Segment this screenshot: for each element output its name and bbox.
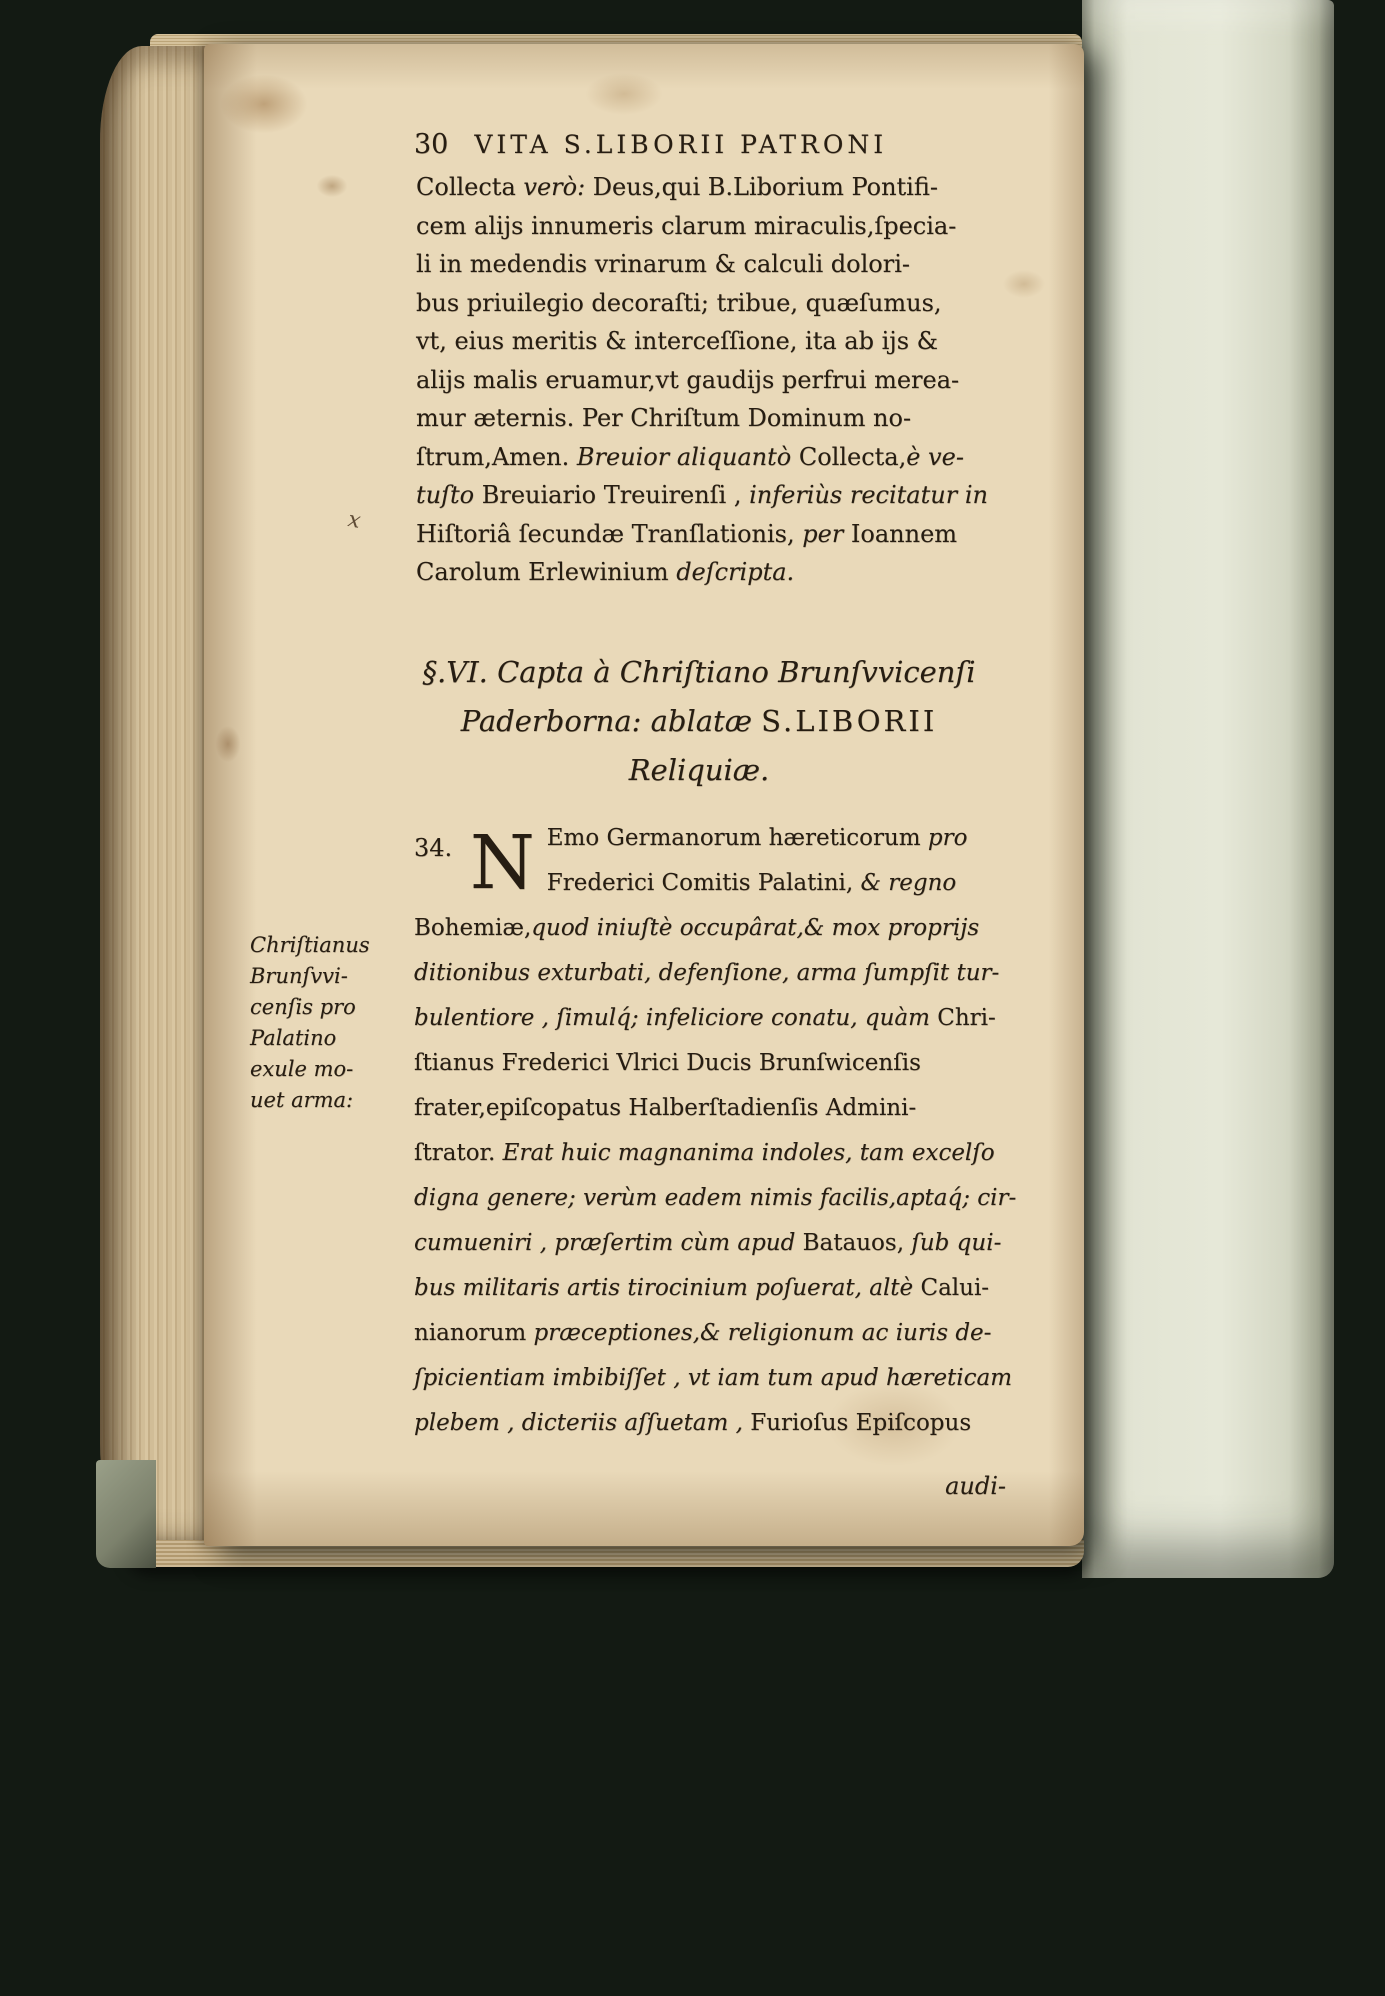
text-segment: Hiſtoriâ ſecundæ Tranſlationis, xyxy=(416,519,803,548)
text-line xyxy=(414,1401,1026,1446)
handwritten-x-mark: x xyxy=(345,507,363,534)
text-segment: §.VI. Capta à Chriſtiano Brunſvvicenſi xyxy=(422,655,976,689)
text-segment: Collecta xyxy=(416,173,524,201)
text-segment: digna genere; verùm eadem nimis facilis,aptaq́; cir- xyxy=(414,1185,1017,1211)
text-segment: cem alijs innumeris clarum miraculis,ſpecia- xyxy=(416,211,957,240)
book-page xyxy=(204,44,1084,1546)
book-cover-corner xyxy=(96,1460,156,1568)
text-segment: li in medendis vrinarum & calculi dolori- xyxy=(416,250,910,278)
text-line xyxy=(374,648,1024,697)
text-segment: alijs malis eruamur,vt gaudijs perfrui merea- xyxy=(416,365,960,394)
text-line xyxy=(416,553,1056,592)
text-segment: nianorum xyxy=(414,1320,534,1346)
text-segment: frater,epiſcopatus Halberſtadienſis Admini- xyxy=(414,1095,917,1121)
text-segment: pro xyxy=(927,825,968,851)
text-line xyxy=(374,746,1024,795)
text-segment: Bohemiæ, xyxy=(414,915,532,941)
text-segment: quod iniuſtè occupârat,& mox proprijs xyxy=(531,915,980,941)
text-segment: ſub qui- xyxy=(911,1230,1002,1256)
paragraph-number: 34. xyxy=(414,834,453,862)
text-segment: & regno xyxy=(860,870,957,896)
text-segment: ſtrator. xyxy=(414,1140,503,1166)
text-line xyxy=(250,961,412,992)
catchword: audi- xyxy=(945,1472,1006,1500)
text-line xyxy=(416,515,1056,554)
text-line xyxy=(416,399,1056,438)
text-segment: Palatino xyxy=(250,1026,337,1050)
text-line xyxy=(374,697,1024,746)
text-segment: Furioſus Epiſcopus xyxy=(750,1410,972,1436)
paragraph-34 xyxy=(414,816,1026,1446)
text-segment: cumueniri , præſertim cùm apud xyxy=(414,1230,803,1256)
facing-page-edge xyxy=(1082,0,1334,1578)
text-line xyxy=(250,930,412,961)
text-segment: deſcripta. xyxy=(676,558,795,586)
text-segment: cenſis pro xyxy=(250,995,356,1019)
text-segment: Brunſvvi- xyxy=(250,964,348,988)
text-segment: Carolum Erlewinium xyxy=(416,558,677,586)
text-line xyxy=(416,322,1056,361)
text-segment: ſpicientiam imbibiſſet , vt iam tum apud hæreticam xyxy=(414,1365,1013,1391)
margin-note xyxy=(250,930,412,1116)
paragraph-34-lines xyxy=(414,816,1026,1446)
text-line xyxy=(250,1054,412,1085)
text-segment: per xyxy=(802,519,851,548)
text-segment: Calui- xyxy=(920,1275,990,1301)
drop-cap-initial: N xyxy=(470,820,535,906)
text-segment: Chri- xyxy=(937,1005,996,1031)
text-line xyxy=(414,1266,1026,1311)
text-line xyxy=(416,284,1056,323)
text-segment: Frederici Comitis Palatini, xyxy=(546,870,861,896)
text-line xyxy=(416,476,1056,515)
text-segment: bus militaris artis tirocinium poſuerat, altè xyxy=(414,1275,921,1301)
text-line xyxy=(250,992,412,1023)
running-title: VITA S.LIBORII PATRONI xyxy=(474,130,888,159)
running-head xyxy=(414,129,1054,160)
text-segment: plebem , dicteriis aſſuetam , xyxy=(414,1410,751,1436)
text-segment: præceptiones,& religionum ac iuris de- xyxy=(533,1320,992,1346)
page-number: 30 xyxy=(414,129,449,160)
text-line xyxy=(414,1086,1026,1131)
text-segment: Deus,qui B.Liborium Pontifi- xyxy=(592,173,938,201)
text-line xyxy=(414,996,1026,1041)
text-segment: tuſto xyxy=(416,481,482,509)
text-segment: Paderborna: ablatæ xyxy=(460,704,762,738)
collect-paragraph xyxy=(416,168,1056,592)
text-line xyxy=(414,1131,1026,1176)
text-line xyxy=(414,1176,1026,1221)
text-line xyxy=(250,1023,412,1054)
text-segment: Batauos, xyxy=(802,1230,912,1256)
text-line xyxy=(250,1085,412,1116)
text-segment: inferiùs recitatur in xyxy=(749,481,988,509)
text-line xyxy=(414,1356,1026,1401)
text-segment: exule mo- xyxy=(250,1057,354,1081)
text-segment: ſtrum,Amen. xyxy=(416,442,577,471)
text-segment: bulentiore , ſimulq́; infeliciore conatu, quàm xyxy=(414,1005,938,1031)
text-segment: è ve- xyxy=(906,442,964,471)
text-line xyxy=(416,438,1056,477)
text-line xyxy=(414,1311,1026,1356)
text-line xyxy=(414,951,1026,996)
text-segment: Ioannem xyxy=(850,519,958,548)
text-line xyxy=(414,906,1026,951)
section-heading xyxy=(374,648,1024,795)
text-line xyxy=(416,245,1056,284)
text-line xyxy=(416,168,1056,207)
text-segment: uet arma: xyxy=(250,1088,354,1112)
text-segment: mur æternis. Per Chriſtum Dominum no- xyxy=(416,404,912,432)
text-segment: S.LIBORII xyxy=(761,704,938,738)
text-segment: Collecta, xyxy=(798,442,907,471)
text-segment: Emo Germanorum hæreticorum xyxy=(546,825,928,851)
text-line xyxy=(416,207,1056,246)
text-segment: Erat huic magnanima indoles, tam excelſo xyxy=(502,1140,995,1166)
text-segment: bus priuilegio decoraſti; tribue, quæſumus, xyxy=(416,288,942,317)
text-segment: vt, eius meritis & interceſſione, ita ab ijs & xyxy=(416,327,938,355)
text-segment: Breuior aliquantò xyxy=(576,442,799,471)
text-segment: ſtianus Frederici Vlrici Ducis Brunſwicenſis xyxy=(414,1050,921,1076)
text-segment: ditionibus exturbati, defenſione, arma ſumpſit tur- xyxy=(414,960,1000,986)
text-segment: Breuiario Treuirenſi , xyxy=(481,481,750,509)
text-segment: verò: xyxy=(523,173,593,201)
text-segment: Chriſtianus xyxy=(250,933,370,957)
text-line xyxy=(414,1041,1026,1086)
text-line xyxy=(416,361,1056,400)
text-line xyxy=(414,1221,1026,1266)
text-segment: Reliquiæ. xyxy=(628,753,770,787)
